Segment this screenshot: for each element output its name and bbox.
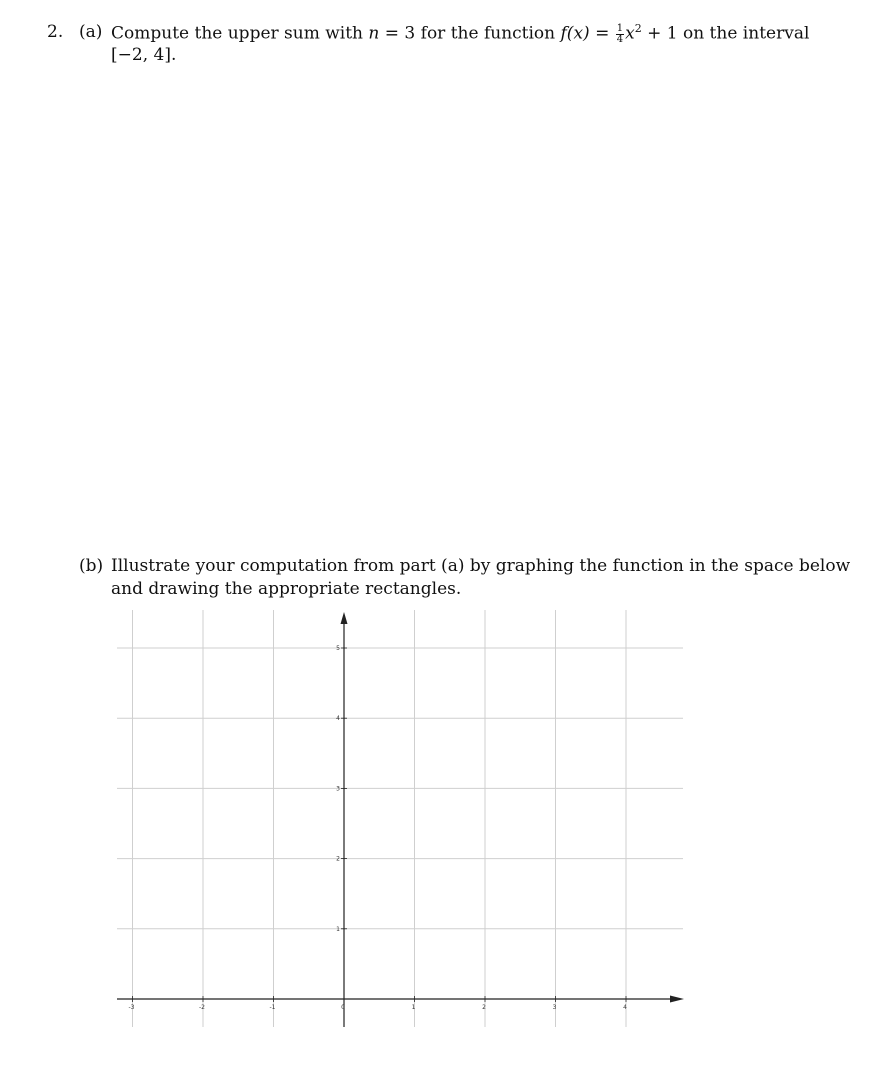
fraction-numerator: 1: [616, 22, 624, 34]
fraction-denominator: 4: [616, 33, 624, 45]
exponent: 2: [634, 22, 642, 35]
y-tick-label: 3: [336, 785, 340, 793]
y-axis-arrow-icon: [341, 612, 348, 624]
x-tick-label: -3: [128, 1004, 135, 1011]
axes: [117, 612, 684, 1027]
x-axis-arrow-icon: [670, 996, 684, 1003]
interval-text: [−2, 4].: [111, 45, 177, 65]
x-tick-label: -2: [199, 1004, 205, 1011]
y-tick-label: 2: [336, 855, 340, 863]
function-name: f(x): [560, 23, 590, 44]
problem-number: 2.: [47, 22, 64, 42]
y-tick-label: 4: [336, 715, 340, 723]
part-b-question-line2: and drawing the appropriate rectangles.: [111, 579, 462, 599]
part-b-question-line1: Illustrate your computation from part (a) by graphing the function in the space below: [111, 556, 851, 576]
n-equals-text: = 3 for the function: [379, 23, 561, 44]
x-variable: x: [625, 23, 635, 44]
y-tick-label: 5: [336, 645, 340, 652]
x-tick-label: 1: [411, 1004, 416, 1011]
n-variable: n: [368, 23, 380, 44]
x-tick-label: 4: [623, 1004, 627, 1011]
grid-lines: [117, 610, 683, 1027]
part-b-label: (b): [79, 556, 104, 576]
y-tick-label: 1: [336, 925, 340, 933]
part-a-text-intro: Compute the upper sum with: [111, 23, 369, 44]
x-tick-label: 3: [552, 1004, 557, 1011]
x-tick-label: -1: [269, 1004, 276, 1011]
equals-sign: =: [589, 23, 615, 44]
part-a-label: (a): [79, 22, 103, 42]
plus-one-text: + 1 on the interval: [641, 23, 810, 44]
x-tick-label: 2: [482, 1004, 486, 1011]
x-tick-label: 0: [341, 1004, 345, 1011]
